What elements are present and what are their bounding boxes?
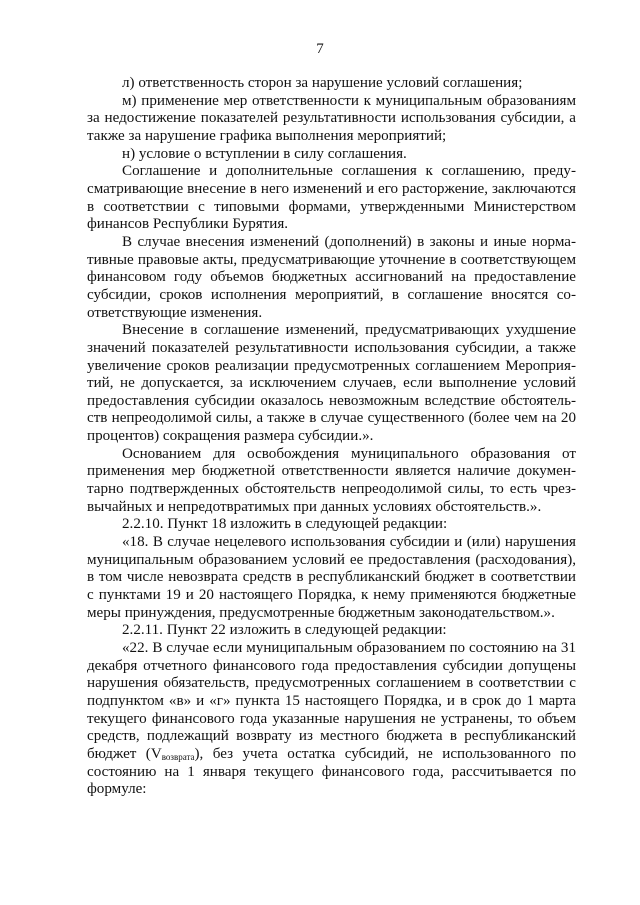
paragraph-amendments: Внесение в соглашение изменений, предусматривающих ухудшение значений показателей результативности использования субсидии, а также увеличение сроков реализации предусмотренных соглашением Мероприятий, не допускается, за исключением случаев, если выполнение условий предоставления субсидии оказалось невозможным вследствие обстоятельств непреодолимой силы, а также в случае существенного (более чем на 20 процентов) сокращения размера субсидии.».: [87, 322, 576, 445]
paragraph-clause-18: «18. В случае нецелевого использования субсидии и (или) нарушения муниципальным образованием условий ее предоставления (расходования), в том числе невозврата средств в республиканский бюджет в соответствии с пунктами 19 и 20 настоящего Порядка, к нему применяются бюджетные меры принуждения, предусмотренные бюджетным законодательством.».: [87, 534, 576, 621]
clause-22-text-after: ), без учета остатка субсидий, не использованного по состоянию на 1 января текущего финансового года, рассчитывается по формуле:: [87, 745, 576, 798]
paragraph-2-2-11: 2.2.11. Пункт 22 изложить в следующей редакции:: [122, 622, 447, 639]
paragraph-n: н) условие о вступлении в силу соглашения.: [122, 145, 407, 162]
clause-22-text-before: «22. В случае если муниципальным образованием по состоянию на 31 декабря отчетного финансового года предоставления субсидии допущены нарушения обязательств, предусмотренных соглашением в соответствии с подпунктом «в» и «г» пункта 15 настоящего Порядка, и в срок до 1 марта текущего финансового года указанные нарушения не устранены, то объем средств, подлежащий возврату из местного бюджета в республиканский бюджет (V: [87, 640, 576, 762]
paragraph-force-majeure: Основанием для освобождения муниципального образования от применения мер бюджетной ответственности является наличие документарно подтвержденных обстоятельств непреодолимой силы, то есть чрезвычайных и непредотвратимых при данных условиях обстоятельств.».: [87, 445, 576, 515]
paragraph-l: л) ответственность сторон за нарушение условий соглашения;: [122, 75, 523, 91]
paragraph-agreements: Соглашение и дополнительные соглашения к соглашению, предусматривающие внесение в него изменений и его расторжение, заключаются в соответствии с типовыми формами, утвержденными Министерством финансов Республики Бурятия.: [87, 163, 576, 233]
paragraph-2-2-10: 2.2.10. Пункт 18 изложить в следующей редакции:: [122, 516, 448, 533]
paragraph-law-changes: В случае внесения изменений (дополнений) в законы и иные нормативные правовые акты, предусматривающие уточнение в соответствующем финансовом году объемов бюджетных ассигнований на предоставление субсидии, сроков исполнения мероприятий, в соглашение вносятся соответствующие изменения.: [87, 233, 576, 321]
v-return-subscript: возврата: [161, 751, 195, 762]
paragraph-clause-22: [87, 640, 576, 799]
document-body: [87, 75, 576, 799]
paragraph-m: м) применение мер ответственности к муниципальным образованиям за недостижение показателей результативности использования субсидии, а также за нарушение графика выполнения мероприятий;: [87, 92, 576, 144]
page-number: 7: [316, 41, 324, 57]
